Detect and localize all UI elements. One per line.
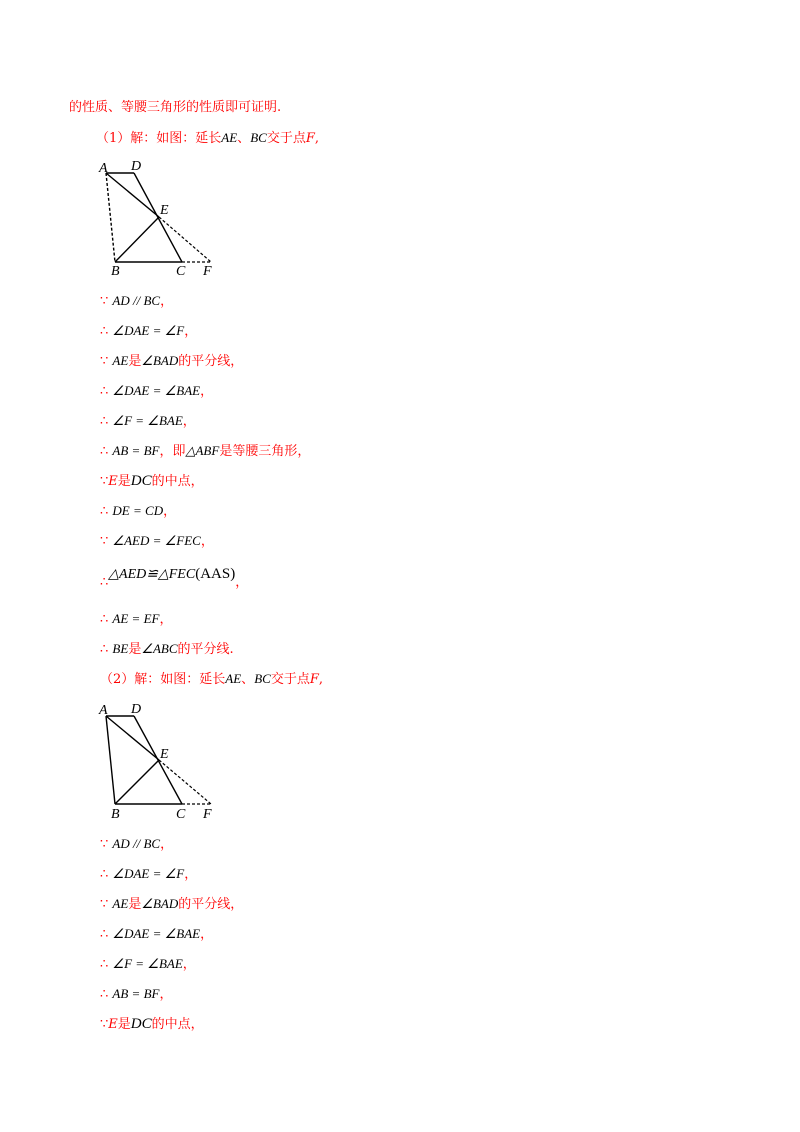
part1-seg2: BC [250,130,267,145]
step2-5 [100,956,196,973]
step1-2 [100,323,197,340]
step-text: 的中点， [151,474,204,489]
step-text: 的平分线， [178,354,244,369]
step-math: AE = EF [112,611,160,626]
part2-pt: F [309,672,319,687]
step-text: ， [182,414,196,429]
step-math2: ∠BAD [141,353,179,368]
step-math: AE [112,896,129,911]
part1-sep: 、 [237,131,251,146]
step-symbol: ∵ [100,1017,109,1032]
step-symbol: ∴ [100,867,109,882]
step-text-mid: 是 [128,897,142,912]
step2-1 [100,836,173,853]
step-text: 的平分线， [178,897,244,912]
part2-heading [100,671,323,688]
step-text: ， [163,504,177,519]
step2-2 [100,866,197,883]
step-math: AE [112,353,129,368]
step-symbol: ∴ [100,324,109,339]
step-symbol: ∴ [100,957,109,972]
step1-1 [100,293,173,310]
fig1-label-c: C [176,264,186,278]
fig1-label-b: B [111,264,120,278]
fig2-label-f: F [203,807,212,822]
step-text: 的平分线. [177,642,234,657]
step-paren: (AAS) [195,566,236,582]
fig2-label-a: A [99,703,108,718]
step-text: ， [160,837,174,852]
part2-label: （2）解：如图：延长 [100,672,226,687]
part2-seg1: AE [225,671,242,686]
step-symbol: ∵ [100,837,109,852]
intro-text: 的性质、等腰三角形的性质即可证明. [69,100,282,115]
step1-11 [100,611,172,628]
step2-3 [100,896,243,913]
step-math2: △ABF [185,443,220,458]
part1-label: （1）解：如图：延长 [96,131,222,146]
step-symbol: ∵ [100,897,109,912]
step-text: ， [200,384,214,399]
step-text: ， [182,957,196,972]
part1-heading [96,130,319,147]
part1-tail: 交于点 [266,131,306,146]
part2-sep: 、 [241,672,255,687]
step-symbol: ∴ [100,612,109,627]
fig1-label-e: E [160,203,169,218]
step-text: 的中点， [151,1017,204,1032]
step1-8 [100,503,176,520]
step2-6 [100,986,172,1003]
step1-4 [100,383,213,400]
fig2-label-b: B [111,807,120,822]
step-math: AB = BF [112,986,160,1001]
step-math: ∠F = ∠BAE [112,413,183,428]
step-math: ∠DAE = ∠BAE [112,926,201,941]
step-text-mid: 是 [128,354,142,369]
step-text-mid: 是 [117,1017,131,1032]
step-symbol: ∵ [100,474,109,489]
step-text: ， [159,987,173,1002]
fig1-label-f: F [203,264,212,278]
step-text: 是等腰三角形， [219,444,311,459]
step1-6 [100,443,310,460]
step-text: ， [160,294,174,309]
step-math2: ∠BAD [141,896,179,911]
step-math: DE = CD [112,503,164,518]
step-symbol: ∴ [100,987,109,1002]
step-text: ， [235,575,249,590]
step-math: △AED≌△FEC [108,567,196,582]
step-text-mid: 是 [117,474,131,489]
step-text: ， [159,612,173,627]
step-symbol: ∴ [100,575,109,590]
step-math2: DC [130,1016,152,1032]
step-math: ∠AED = ∠FEC [112,533,201,548]
step-text: ， [184,867,198,882]
step1-10 [100,566,249,590]
step-math2: DC [130,473,152,489]
step2-7 [100,1016,204,1033]
step1-3 [100,353,243,370]
step-symbol: ∴ [100,444,109,459]
step-math: ∠DAE = ∠F [112,866,185,881]
figure-1 [96,156,226,278]
step-symbol: ∴ [100,927,109,942]
fig1-label-d: D [131,159,142,174]
part2-tail: 交于点 [270,672,310,687]
step-math: E [108,474,118,489]
step1-9 [100,533,214,550]
fig2-label-c: C [176,807,186,822]
step-math: ∠DAE = ∠F [112,323,185,338]
step-math2: ∠ABC [141,641,178,656]
step-text-mid: ，即 [159,444,186,459]
step-symbol: ∵ [100,534,109,549]
step-math: AB = BF [112,443,160,458]
step1-5 [100,413,196,430]
step-symbol: ∴ [100,414,109,429]
step-text: ， [184,324,198,339]
step-math: AD // BC [112,293,161,308]
step-symbol: ∴ [100,504,109,519]
step-symbol: ∵ [100,294,109,309]
step-text: ， [200,534,214,549]
step-math: AD // BC [112,836,161,851]
step1-7 [100,473,204,490]
part1-end: , [314,131,319,146]
step-text: ， [200,927,214,942]
part1-seg1: AE [221,130,238,145]
step-text-mid: 是 [128,642,142,657]
part2-end: , [318,672,323,687]
step1-12 [100,641,234,658]
step-math: E [108,1017,118,1032]
step-math: BE [112,641,129,656]
figure-2 [96,698,226,822]
part1-pt: F [305,131,315,146]
step2-4 [100,926,213,943]
part2-seg2: BC [254,671,271,686]
step-math: ∠DAE = ∠BAE [112,383,201,398]
step-math: ∠F = ∠BAE [112,956,183,971]
fig2-label-d: D [131,702,142,717]
fig1-label-a: A [99,161,108,176]
step-symbol: ∴ [100,384,109,399]
step-symbol: ∵ [100,354,109,369]
step-symbol: ∴ [100,642,109,657]
fig2-label-e: E [160,747,169,762]
